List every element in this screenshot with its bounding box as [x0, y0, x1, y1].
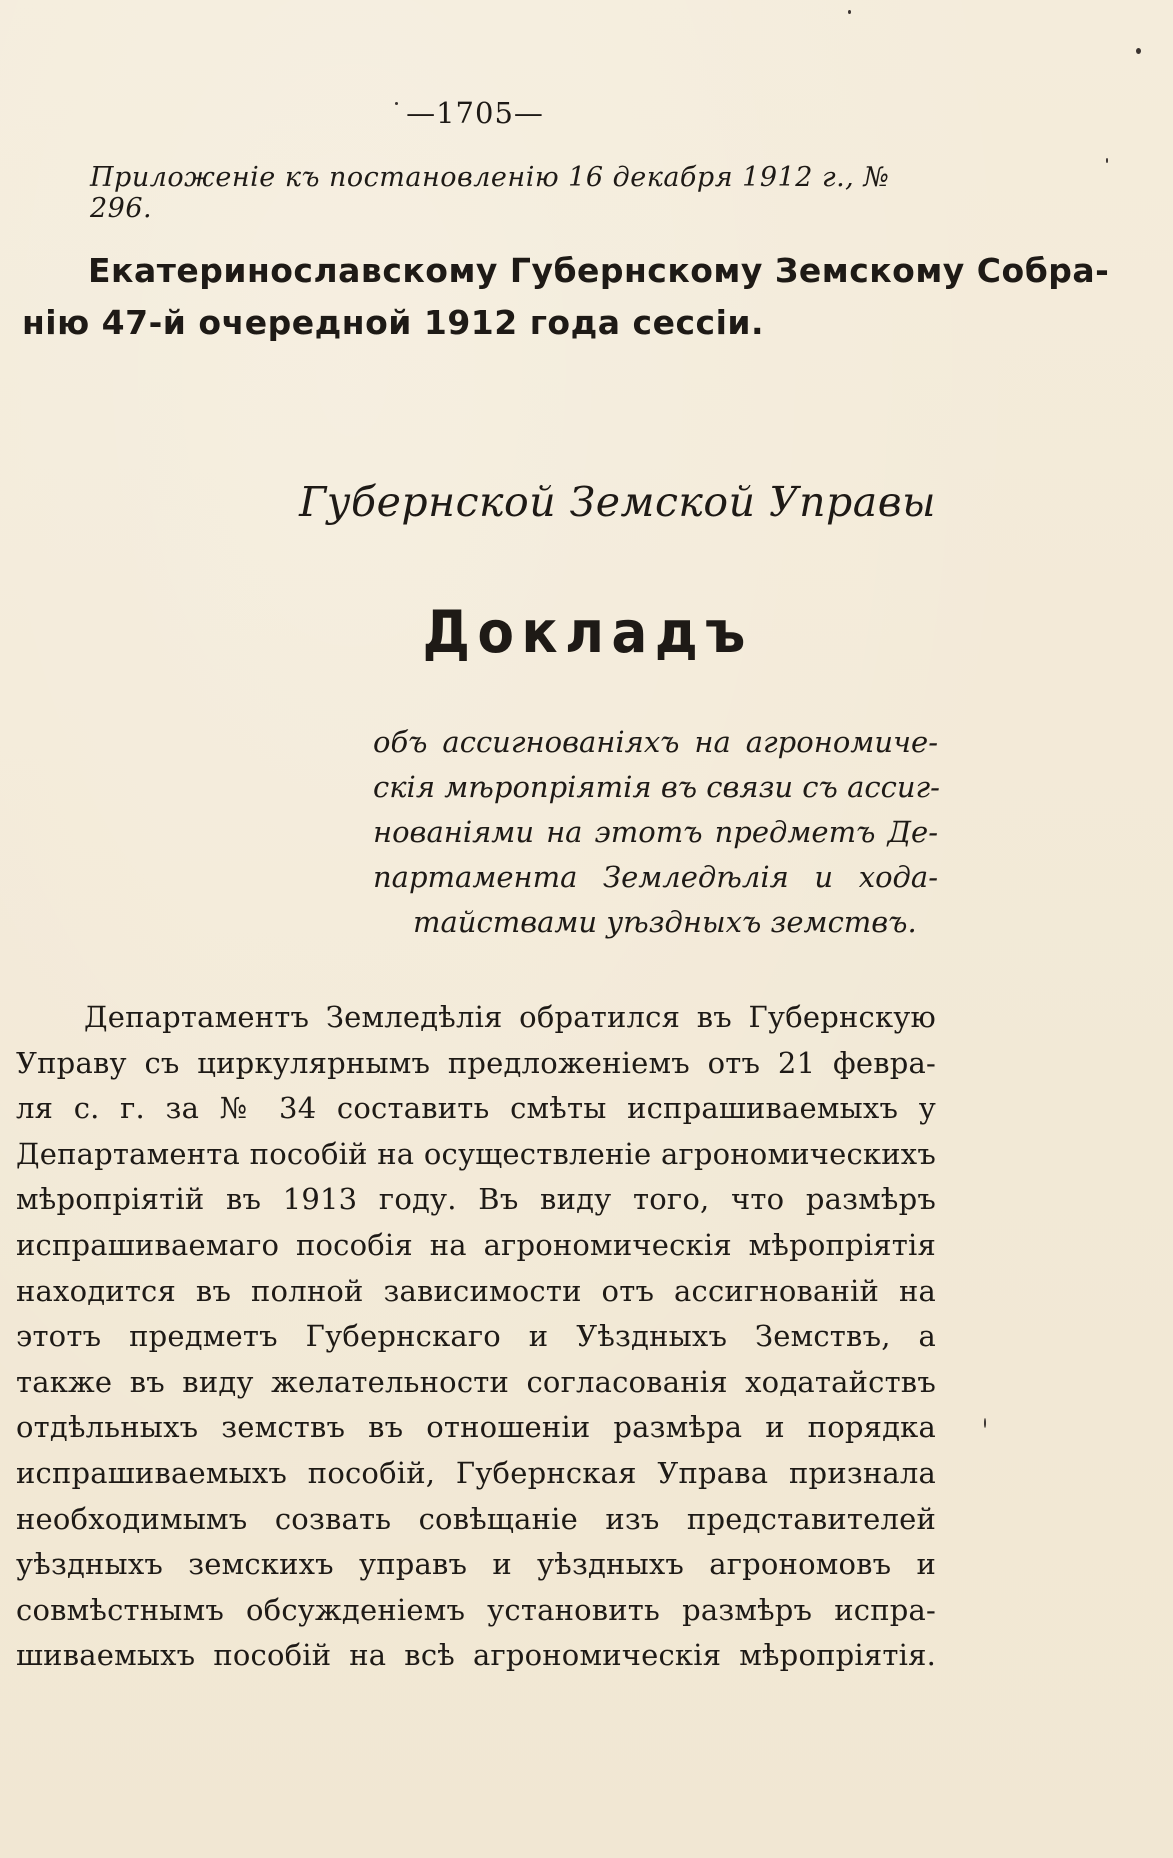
- body-line: мѣропрiятiй въ 1913 году. Въ виду того, что размѣръ: [16, 1182, 936, 1217]
- subject-line: партамента Земледѣлiя и хода-: [373, 860, 938, 894]
- addressee-line-2: нiю 47-й очередной 1912 года сессiи.: [22, 303, 765, 342]
- addressee-heading: [22, 245, 1110, 349]
- body-line: отдѣльныхъ земствъ въ отношенiи размѣра и порядка: [16, 1410, 936, 1445]
- body-line: Департаментъ Земледѣлiя обратился въ Губернскую: [84, 1000, 936, 1034]
- paper-speck: [984, 1418, 986, 1428]
- body-line: Департамента пособiй на осуществленiе агрономическихъ: [16, 1136, 936, 1171]
- body-line: Управу съ циркулярнымъ предложенiемъ отъ 21 февра-: [16, 1045, 936, 1080]
- body-line: испрашиваемаго пособiя на агрономическiя мѣропрiятiя: [16, 1227, 936, 1262]
- document-title: Докладъ: [422, 598, 753, 666]
- body-line: испрашиваемыхъ пособiй, Губернская Управа признала: [16, 1455, 936, 1490]
- body-line: находится въ полной зависимости отъ ассигнованiй на: [16, 1273, 936, 1308]
- subject-line: объ ассигнованiяхъ на агрономиче-: [373, 725, 938, 759]
- body-line: необходимымъ созвать совѣщанiе изъ представителей: [16, 1501, 936, 1536]
- paper-speck: [848, 10, 851, 14]
- paper-speck: [1106, 158, 1108, 163]
- issuer-heading: Губернской Земской Управы: [299, 478, 936, 526]
- paper-speck: [1136, 48, 1141, 54]
- subject-line: скiя мѣропрiятiя въ связи съ ассиг-: [373, 770, 940, 804]
- paper-speck: [395, 102, 398, 105]
- page-number: —1705—: [406, 96, 544, 130]
- addressee-line-1: Екатеринославскому Губернскому Земскому Собра-: [88, 251, 1110, 290]
- body-line: этотъ предметъ Губернскаго и Уѣздныхъ Земствъ, а: [16, 1319, 936, 1354]
- body-line: совмѣстнымъ обсужденiемъ установить размѣръ испра-: [16, 1592, 936, 1627]
- body-line: также въ виду желательности согласованiя ходатайствъ: [16, 1364, 936, 1399]
- body-paragraph: [16, 995, 936, 1679]
- subject-line: тайствами уѣздныхъ земствъ.: [413, 905, 917, 939]
- body-line: ля с. г. за № 34 составить смѣты испрашиваемыхъ у: [16, 1091, 936, 1126]
- subject-line: нованiями на этотъ предметъ Де-: [373, 815, 938, 849]
- body-line: шиваемыхъ пособiй на всѣ агрономическiя мѣропрiятiя.: [16, 1638, 936, 1673]
- body-line: уѣздныхъ земскихъ управъ и уѣздныхъ агрономовъ и: [16, 1547, 936, 1582]
- appendix-note: Приложенiе къ постановленiю 16 декабря 1912 г., № 296.: [90, 162, 890, 224]
- report-subject: [373, 720, 938, 945]
